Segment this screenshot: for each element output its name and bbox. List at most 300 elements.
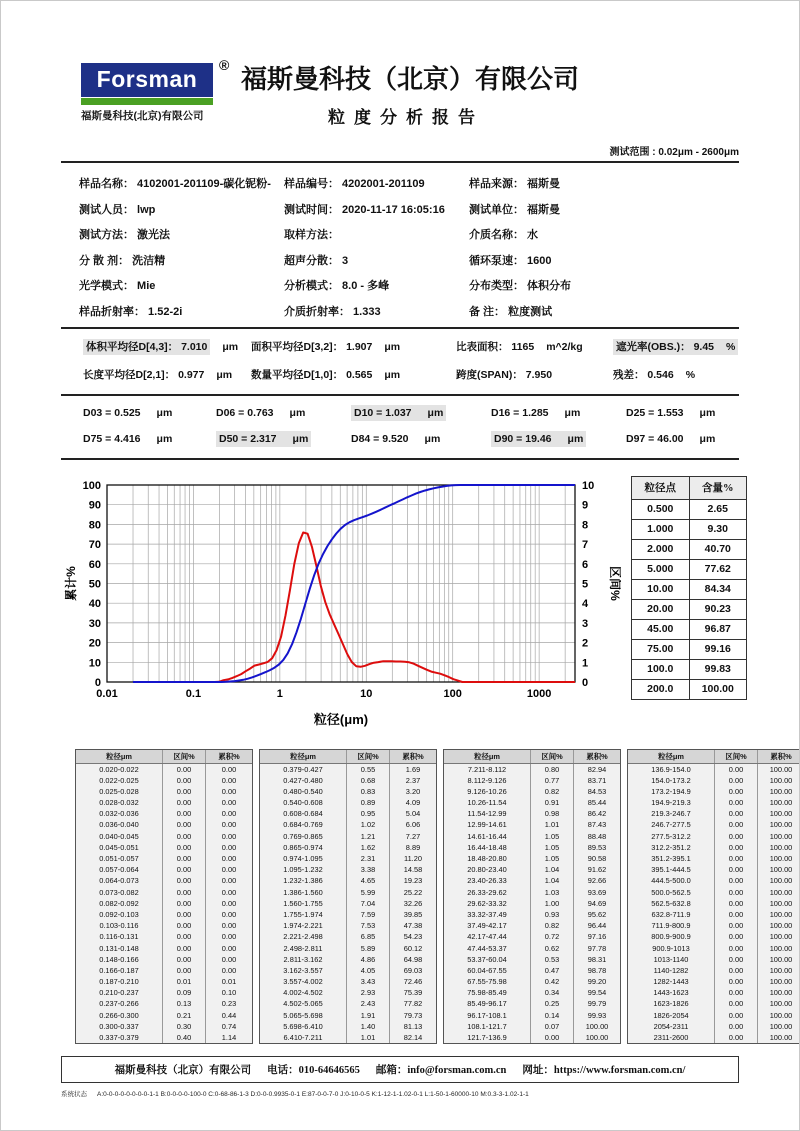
y-right-tick-label: 6 bbox=[582, 558, 589, 571]
y-left-tick-label: 0 bbox=[94, 676, 101, 689]
statistic-text: 长度平均径D[2,1]： 0.977 bbox=[83, 368, 205, 381]
table-row bbox=[444, 998, 620, 1009]
table-row bbox=[628, 864, 800, 875]
d-value-unit: μm bbox=[289, 406, 306, 419]
bin-range-cell: 26.33-29.62 bbox=[467, 887, 507, 897]
table-row bbox=[76, 831, 252, 842]
table-row bbox=[260, 987, 436, 998]
bin-range-cell: 1.386-1.560 bbox=[283, 887, 323, 897]
bin-interval-cell: 0.00 bbox=[162, 954, 205, 965]
table-row bbox=[628, 764, 800, 775]
bin-cumulative-cell: 82.94 bbox=[573, 764, 620, 775]
statistic-text: 跨度(SPAN)： 7.950 bbox=[456, 368, 553, 381]
percent-table-cell: 20.00 bbox=[647, 603, 674, 615]
bin-cumulative-cell: 88.48 bbox=[573, 831, 620, 842]
bin-interval-cell: 6.85 bbox=[346, 931, 389, 942]
sample-info-grid bbox=[61, 173, 739, 329]
statistic-unit: m^2/kg bbox=[546, 340, 583, 353]
table-row bbox=[444, 931, 620, 942]
bin-interval-cell: 0.91 bbox=[530, 797, 573, 808]
x-tick-label: 1 bbox=[276, 687, 283, 700]
bin-range-cell: 1443-1623 bbox=[653, 988, 689, 998]
chart-zone bbox=[63, 476, 747, 735]
bin-cumulative-cell: 69.03 bbox=[389, 965, 436, 976]
bin-range-cell: 0.337-0.379 bbox=[99, 1033, 139, 1042]
table-row bbox=[632, 659, 746, 679]
bin-cumulative-cell: 100.00 bbox=[757, 853, 800, 864]
bin-range-cell: 1282-1443 bbox=[653, 977, 689, 987]
company-title: 福斯曼科技（北京）有限公司 bbox=[241, 65, 580, 94]
bin-interval-cell: 0.53 bbox=[530, 954, 573, 965]
bin-interval-cell: 3.43 bbox=[346, 976, 389, 987]
bin-cumulative-cell: 86.42 bbox=[573, 808, 620, 819]
bin-cumulative-cell: 100.00 bbox=[573, 1032, 620, 1043]
table-row bbox=[628, 931, 800, 942]
d-value-item bbox=[351, 433, 491, 445]
table-row bbox=[260, 931, 436, 942]
bin-cumulative-cell: 1.14 bbox=[205, 1032, 252, 1043]
bin-range-cell: 0.300-0.337 bbox=[99, 1021, 139, 1031]
bin-range-cell: 154.0-173.2 bbox=[651, 775, 691, 785]
bin-interval-cell: 0.00 bbox=[714, 987, 757, 998]
y-left-tick-label: 90 bbox=[88, 499, 101, 512]
bin-range-cell: 500.0-562.5 bbox=[651, 887, 691, 897]
percent-table-cell: 90.23 bbox=[689, 600, 747, 619]
bin-range-cell: 29.62-33.32 bbox=[467, 898, 507, 908]
table-row bbox=[260, 1010, 436, 1021]
table-row bbox=[628, 797, 800, 808]
d-value-unit: μm bbox=[564, 406, 581, 419]
bin-cumulative-cell: 77.82 bbox=[389, 998, 436, 1009]
bin-cumulative-cell: 19.23 bbox=[389, 875, 436, 886]
bin-cumulative-cell: 99.79 bbox=[573, 998, 620, 1009]
logo-green-bar bbox=[81, 98, 213, 105]
statistic-item bbox=[613, 339, 739, 354]
footer-segment: 福斯曼科技（北京）有限公司 bbox=[114, 1065, 252, 1077]
bin-interval-cell: 0.80 bbox=[530, 764, 573, 775]
table-row bbox=[444, 965, 620, 976]
bin-range-cell: 0.187-0.210 bbox=[99, 977, 139, 987]
info-item bbox=[469, 252, 739, 268]
table-row bbox=[76, 764, 252, 775]
bin-interval-cell: 0.55 bbox=[346, 764, 389, 775]
table-row bbox=[444, 808, 620, 819]
bin-cumulative-cell: 0.00 bbox=[205, 931, 252, 942]
y-left-tick-label: 50 bbox=[88, 578, 101, 590]
table-row bbox=[260, 998, 436, 1009]
info-label: 取样方法： bbox=[284, 229, 339, 241]
bin-cumulative-cell: 54.23 bbox=[389, 931, 436, 942]
logo-company-caption: 福斯曼科技(北京)有限公司 bbox=[81, 110, 204, 122]
bin-interval-cell: 0.77 bbox=[530, 775, 573, 786]
bin-cumulative-cell: 7.27 bbox=[389, 831, 436, 842]
table-row bbox=[76, 931, 252, 942]
bin-interval-cell: 1.62 bbox=[346, 842, 389, 853]
d-value-unit: μm bbox=[699, 406, 716, 419]
bin-interval-cell: 0.07 bbox=[530, 1021, 573, 1032]
distribution-group bbox=[259, 749, 437, 1045]
d-values-row bbox=[83, 433, 739, 445]
bin-range-cell: 0.073-0.082 bbox=[99, 887, 139, 897]
bin-cumulative-cell: 0.00 bbox=[205, 853, 252, 864]
bin-cumulative-cell: 0.00 bbox=[205, 842, 252, 853]
info-label: 样品名称： bbox=[79, 178, 134, 190]
distribution-group bbox=[627, 749, 800, 1045]
distribution-header: 累积% bbox=[205, 750, 252, 763]
bin-range-cell: 900.9-1013 bbox=[652, 943, 690, 953]
bin-interval-cell: 0.00 bbox=[162, 775, 205, 786]
bin-cumulative-cell: 87.43 bbox=[573, 819, 620, 830]
interval-curve bbox=[133, 532, 575, 682]
bin-interval-cell: 1.05 bbox=[530, 853, 573, 864]
bin-range-cell: 1623-1826 bbox=[653, 999, 689, 1009]
bin-range-cell: 0.020-0.022 bbox=[99, 764, 139, 774]
info-item bbox=[284, 303, 469, 319]
info-item bbox=[79, 201, 284, 217]
bin-cumulative-cell: 100.00 bbox=[757, 987, 800, 998]
bin-cumulative-cell: 100.00 bbox=[757, 887, 800, 898]
table-row bbox=[628, 775, 800, 786]
bin-cumulative-cell: 81.13 bbox=[389, 1021, 436, 1032]
table-row bbox=[76, 875, 252, 886]
statistic-item bbox=[456, 339, 613, 354]
info-value: 体积分布 bbox=[524, 280, 572, 292]
statistic-item bbox=[613, 367, 739, 382]
distribution-header-row bbox=[628, 750, 800, 764]
d-value-unit: μm bbox=[424, 432, 441, 445]
d-value-item bbox=[351, 407, 491, 419]
bin-cumulative-cell: 100.00 bbox=[757, 920, 800, 931]
system-status-label: 系统状态 bbox=[61, 1091, 87, 1099]
bin-cumulative-cell: 96.44 bbox=[573, 920, 620, 931]
bin-range-cell: 0.684-0.769 bbox=[283, 820, 323, 830]
bin-interval-cell: 1.04 bbox=[530, 864, 573, 875]
table-row bbox=[628, 943, 800, 954]
table-row bbox=[444, 1010, 620, 1021]
percent-table-cell: 99.83 bbox=[689, 660, 747, 679]
bin-interval-cell: 0.62 bbox=[530, 943, 573, 954]
bin-interval-cell: 0.00 bbox=[162, 965, 205, 976]
bin-range-cell: 0.974-1.095 bbox=[283, 854, 323, 863]
d-value-item bbox=[216, 433, 351, 445]
bin-interval-cell: 0.00 bbox=[714, 920, 757, 931]
info-label: 测试方法： bbox=[79, 229, 134, 241]
table-row bbox=[444, 853, 620, 864]
bin-cumulative-cell: 100.00 bbox=[757, 1021, 800, 1032]
bin-range-cell: 0.427-0.480 bbox=[283, 775, 323, 785]
table-row bbox=[628, 920, 800, 931]
table-row bbox=[260, 920, 436, 931]
percent-table-cell: 5.000 bbox=[647, 563, 674, 575]
bin-range-cell: 562.5-632.8 bbox=[651, 898, 691, 908]
table-row bbox=[76, 987, 252, 998]
bin-interval-cell: 3.38 bbox=[346, 864, 389, 875]
bin-range-cell: 351.2-395.1 bbox=[651, 854, 691, 863]
bin-range-cell: 0.166-0.187 bbox=[99, 965, 139, 975]
statistic-text: 体积平均径D[4,3]： 7.010 bbox=[86, 340, 208, 353]
distribution-header: 累积% bbox=[573, 750, 620, 763]
bin-interval-cell: 1.21 bbox=[346, 831, 389, 842]
bin-cumulative-cell: 5.04 bbox=[389, 808, 436, 819]
bin-interval-cell: 0.00 bbox=[714, 998, 757, 1009]
logo-wordmark: Forsman bbox=[81, 63, 213, 97]
bin-interval-cell: 1.05 bbox=[530, 831, 573, 842]
info-value: 4202001-201109 bbox=[339, 178, 425, 190]
bin-range-cell: 0.210-0.237 bbox=[99, 988, 139, 998]
bin-range-cell: 2.811-3.162 bbox=[283, 954, 323, 964]
bin-range-cell: 219.3-246.7 bbox=[651, 809, 691, 819]
bin-interval-cell: 0.68 bbox=[346, 775, 389, 786]
bin-range-cell: 0.480-0.540 bbox=[283, 786, 323, 796]
bin-range-cell: 10.26-11.54 bbox=[467, 798, 507, 808]
bin-cumulative-cell: 0.00 bbox=[205, 831, 252, 842]
table-row bbox=[76, 775, 252, 786]
d-value-item bbox=[83, 407, 216, 419]
table-row bbox=[260, 764, 436, 775]
bin-cumulative-cell: 6.06 bbox=[389, 819, 436, 830]
bin-range-cell: 6.410-7.211 bbox=[283, 1033, 323, 1042]
bin-interval-cell: 0.00 bbox=[162, 931, 205, 942]
distribution-header: 区间% bbox=[162, 750, 205, 763]
bin-interval-cell: 0.25 bbox=[530, 998, 573, 1009]
bin-range-cell: 23.40-26.33 bbox=[467, 876, 507, 886]
table-row bbox=[628, 819, 800, 830]
info-label: 备 注： bbox=[469, 305, 506, 318]
d-value-text: D06 = 0.763 bbox=[216, 406, 274, 419]
bin-cumulative-cell: 89.53 bbox=[573, 842, 620, 853]
bin-range-cell: 0.064-0.073 bbox=[99, 876, 139, 886]
table-row bbox=[628, 808, 800, 819]
bin-interval-cell: 0.00 bbox=[714, 976, 757, 987]
table-row bbox=[444, 887, 620, 898]
table-row bbox=[260, 819, 436, 830]
statistic-unit: μm bbox=[384, 340, 401, 353]
bin-range-cell: 5.065-5.698 bbox=[283, 1010, 323, 1020]
info-item bbox=[469, 303, 739, 319]
x-tick-label: 100 bbox=[443, 687, 462, 700]
bin-range-cell: 2311-2600 bbox=[653, 1033, 689, 1042]
info-value: 激光法 bbox=[134, 229, 171, 241]
statistic-unit: μm bbox=[222, 340, 239, 353]
bin-interval-cell: 0.98 bbox=[530, 808, 573, 819]
bin-cumulative-cell: 0.00 bbox=[205, 808, 252, 819]
bin-interval-cell: 7.04 bbox=[346, 898, 389, 909]
bin-interval-cell: 4.86 bbox=[346, 954, 389, 965]
y-right-tick-label: 7 bbox=[582, 538, 589, 551]
bin-interval-cell: 0.00 bbox=[162, 898, 205, 909]
bin-cumulative-cell: 97.78 bbox=[573, 943, 620, 954]
info-label: 超声分散： bbox=[284, 254, 339, 267]
info-item bbox=[79, 175, 284, 191]
info-value: 3 bbox=[339, 254, 349, 267]
bin-cumulative-cell: 75.39 bbox=[389, 987, 436, 998]
info-label: 分布类型： bbox=[469, 280, 524, 292]
statistic-text: 面积平均径D[3,2]： 1.907 bbox=[251, 340, 373, 353]
bin-cumulative-cell: 11.20 bbox=[389, 853, 436, 864]
info-item bbox=[284, 277, 469, 293]
distribution-header: 粒径μm bbox=[474, 751, 500, 761]
bin-interval-cell: 7.59 bbox=[346, 909, 389, 920]
bin-cumulative-cell: 100.00 bbox=[757, 931, 800, 942]
bin-interval-cell: 0.00 bbox=[714, 808, 757, 819]
percent-table-cell: 1.000 bbox=[647, 523, 674, 535]
bin-cumulative-cell: 0.00 bbox=[205, 875, 252, 886]
bin-cumulative-cell: 99.20 bbox=[573, 976, 620, 987]
y-right-axis-title: 区间% bbox=[608, 565, 621, 601]
bin-range-cell: 0.865-0.974 bbox=[283, 842, 323, 852]
bin-cumulative-cell: 79.73 bbox=[389, 1010, 436, 1021]
bin-cumulative-cell: 0.74 bbox=[205, 1021, 252, 1032]
table-row bbox=[628, 987, 800, 998]
y-left-tick-label: 70 bbox=[88, 538, 101, 551]
bin-cumulative-cell: 3.20 bbox=[389, 786, 436, 797]
table-row bbox=[444, 775, 620, 786]
bin-range-cell: 0.092-0.103 bbox=[99, 909, 139, 919]
bin-cumulative-cell: 8.89 bbox=[389, 842, 436, 853]
table-row bbox=[76, 954, 252, 965]
bin-range-cell: 1013-1140 bbox=[653, 954, 689, 964]
bin-cumulative-cell: 4.09 bbox=[389, 797, 436, 808]
bin-range-cell: 14.61-16.44 bbox=[467, 831, 507, 841]
info-label: 循环泵速： bbox=[469, 254, 524, 267]
info-value: 粒度测试 bbox=[505, 305, 553, 318]
info-label: 测试单位： bbox=[469, 203, 524, 216]
bin-range-cell: 9.126-10.26 bbox=[467, 786, 507, 796]
statistic-text: 残差： 0.546 bbox=[613, 368, 674, 381]
bin-cumulative-cell: 100.00 bbox=[757, 909, 800, 920]
statistic-item bbox=[251, 367, 456, 382]
percent-table-cell: 0.500 bbox=[647, 503, 674, 515]
bin-interval-cell: 1.03 bbox=[530, 887, 573, 898]
percent-table-header: 粒径点 bbox=[632, 477, 689, 499]
bin-range-cell: 8.112-9.126 bbox=[467, 775, 507, 785]
info-value: 福斯曼 bbox=[524, 203, 561, 216]
bin-interval-cell: 0.00 bbox=[714, 853, 757, 864]
bin-range-cell: 0.025-0.028 bbox=[99, 786, 139, 796]
bin-cumulative-cell: 100.00 bbox=[757, 797, 800, 808]
bin-interval-cell: 0.00 bbox=[162, 842, 205, 853]
bin-range-cell: 0.237-0.266 bbox=[99, 999, 139, 1009]
table-row bbox=[444, 920, 620, 931]
distribution-header-row bbox=[260, 750, 436, 764]
bin-interval-cell: 7.53 bbox=[346, 920, 389, 931]
table-row bbox=[444, 898, 620, 909]
bin-cumulative-cell: 99.93 bbox=[573, 1010, 620, 1021]
bin-cumulative-cell: 0.00 bbox=[205, 786, 252, 797]
info-label: 样品编号： bbox=[284, 178, 339, 190]
info-item bbox=[284, 226, 469, 242]
table-row bbox=[260, 875, 436, 886]
bin-interval-cell: 0.00 bbox=[714, 909, 757, 920]
distribution-header: 区间% bbox=[714, 750, 757, 763]
bin-cumulative-cell: 0.00 bbox=[205, 965, 252, 976]
distribution-header: 区间% bbox=[346, 750, 389, 763]
d-percentiles-section bbox=[61, 396, 739, 460]
bin-cumulative-cell: 25.22 bbox=[389, 887, 436, 898]
table-row bbox=[260, 808, 436, 819]
system-status-codes: A:0-0-0-0-0-0-0-0-1-1 B:0-0-0-0-100-0 C:0-68-86-1-3 D:0-0-0.9935-0-1 E:87-0-0-7-0 J:0-10-0-5 K:1-12-1-1.02-0-1 L:1-50-1-60000-10 M:0.3-3-1.02-1-1 bbox=[97, 1091, 529, 1099]
bin-interval-cell: 2.31 bbox=[346, 853, 389, 864]
table-row bbox=[444, 864, 620, 875]
statistic-unit: % bbox=[685, 368, 696, 381]
d-value-text: D75 = 4.416 bbox=[83, 432, 141, 445]
table-row bbox=[628, 875, 800, 886]
bin-interval-cell: 0.00 bbox=[162, 786, 205, 797]
bin-interval-cell: 0.95 bbox=[346, 808, 389, 819]
bin-range-cell: 0.379-0.427 bbox=[283, 764, 323, 774]
bin-cumulative-cell: 100.00 bbox=[757, 819, 800, 830]
bin-cumulative-cell: 0.00 bbox=[205, 954, 252, 965]
info-item bbox=[469, 175, 739, 191]
bin-range-cell: 3.557-4.002 bbox=[283, 977, 323, 987]
table-row bbox=[444, 842, 620, 853]
percent-table-cell: 10.00 bbox=[647, 583, 674, 595]
bin-cumulative-cell: 85.44 bbox=[573, 797, 620, 808]
bin-interval-cell: 0.00 bbox=[714, 898, 757, 909]
bin-cumulative-cell: 100.00 bbox=[757, 898, 800, 909]
d-value-item bbox=[626, 433, 739, 445]
bin-cumulative-cell: 100.00 bbox=[757, 831, 800, 842]
y-right-tick-label: 9 bbox=[582, 499, 589, 512]
bin-cumulative-cell: 39.85 bbox=[389, 909, 436, 920]
bin-interval-cell: 0.00 bbox=[714, 842, 757, 853]
bin-interval-cell: 0.00 bbox=[162, 797, 205, 808]
d-value-unit: μm bbox=[427, 406, 444, 419]
bin-interval-cell: 0.13 bbox=[162, 998, 205, 1009]
y-right-tick-label: 4 bbox=[582, 597, 589, 610]
table-row bbox=[632, 679, 746, 699]
bin-cumulative-cell: 100.00 bbox=[757, 1032, 800, 1043]
bin-cumulative-cell: 100.00 bbox=[757, 1010, 800, 1021]
bin-cumulative-cell: 0.00 bbox=[205, 864, 252, 875]
table-row bbox=[260, 976, 436, 987]
percent-table-cell: 96.87 bbox=[689, 620, 747, 639]
percent-table-cell: 75.00 bbox=[647, 643, 674, 655]
table-row bbox=[76, 864, 252, 875]
bin-range-cell: 0.040-0.045 bbox=[99, 831, 139, 841]
d-value-text: D90 = 19.46 bbox=[494, 432, 552, 445]
table-row bbox=[444, 875, 620, 886]
info-value: 1.52-2i bbox=[145, 305, 183, 318]
bin-interval-cell: 0.42 bbox=[530, 976, 573, 987]
bin-interval-cell: 0.00 bbox=[714, 875, 757, 886]
bin-cumulative-cell: 100.00 bbox=[757, 943, 800, 954]
percent-table bbox=[631, 476, 747, 700]
d-value-unit: μm bbox=[567, 432, 584, 445]
statistics-row bbox=[83, 367, 739, 382]
d-value-item bbox=[83, 433, 216, 445]
d-value-text: D10 = 1.037 bbox=[354, 406, 412, 419]
info-value: 水 bbox=[524, 229, 539, 241]
x-axis-title: 粒径(μm) bbox=[313, 711, 369, 727]
bin-range-cell: 136.9-154.0 bbox=[651, 764, 691, 774]
info-value: 1600 bbox=[524, 254, 552, 267]
d-value-item bbox=[491, 433, 626, 445]
table-row bbox=[444, 786, 620, 797]
y-left-tick-label: 10 bbox=[88, 656, 101, 669]
d-value-item bbox=[491, 407, 626, 419]
bin-range-cell: 277.5-312.2 bbox=[651, 831, 691, 841]
bin-range-cell: 194.9-219.3 bbox=[651, 798, 691, 808]
info-item bbox=[469, 226, 739, 242]
bin-interval-cell: 0.00 bbox=[162, 943, 205, 954]
percent-table-cell: 9.30 bbox=[689, 520, 747, 539]
table-row bbox=[76, 898, 252, 909]
bin-interval-cell: 0.00 bbox=[162, 920, 205, 931]
percent-table-cell: 200.0 bbox=[647, 683, 674, 695]
bin-range-cell: 444.5-500.0 bbox=[651, 876, 691, 886]
y-right-tick-label: 8 bbox=[582, 518, 589, 531]
